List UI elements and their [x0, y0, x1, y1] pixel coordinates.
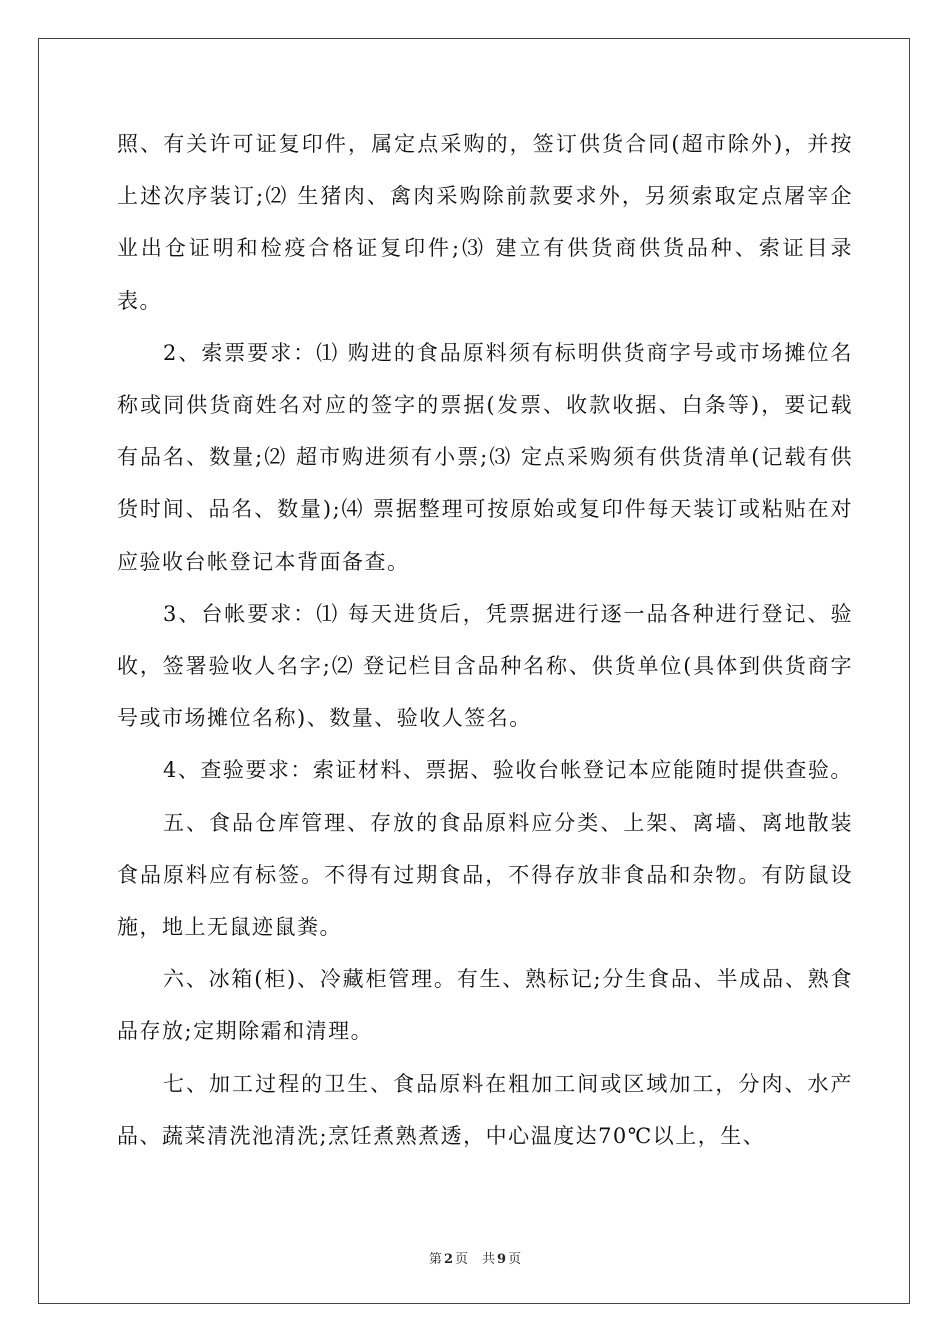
- paragraph-2: 2、索票要求：⑴ 购进的食品原料须有标明供货商字号或市场摊位名称或同供货商姓名对应的签字的票据(发票、收款收据、白条等)，要记载有品名、数量;⑵ 超市购进须有小票;⑶ 定点采购须有供货清单(记载有供货时间、品名、数量);⑷ 票据整理可按原始或复印件每天装订或粘贴在对应验收台帐登记本背面备查。: [117, 340, 853, 574]
- paragraph-7: 七、加工过程的卫生、食品原料在粗加工间或区域加工，分肉、水产品、蔬菜清洗池清洗;烹饪煮熟煮透，中心温度达70℃以上，生、: [117, 1071, 853, 1148]
- paragraph-4: 4、查验要求：索证材料、票据、验收台帐登记本应能随时提供查验。: [163, 758, 853, 783]
- paragraph-1: 照、有关许可证复印件，属定点采购的，签订供货合同(超市除外)，并按上述次序装订;⑵ 生猪肉、禽肉采购除前款要求外，另须索取定点屠宰企业出仓证明和检疫合格证复印件;⑶ 建立有供货商供货品种、索证目录表。: [117, 132, 853, 313]
- paragraph-6: 六、冰箱(柜)、冷藏柜管理。有生、熟标记;分生食品、半成品、熟食品存放;定期除霜和清理。: [117, 967, 853, 1044]
- footer-page-total: 9: [497, 1252, 507, 1267]
- document-body: [117, 118, 853, 1162]
- footer-page-current: 2: [443, 1252, 453, 1267]
- footer-page-unit: 页: [454, 1252, 468, 1267]
- page-footer: [0, 1248, 950, 1267]
- footer-total-prefix: 共: [482, 1252, 496, 1267]
- footer-page-prefix: 第: [428, 1252, 442, 1267]
- footer-total-unit: 页: [508, 1252, 522, 1267]
- paragraph-3: 3、台帐要求：⑴ 每天进货后，凭票据进行逐一品各种进行登记、验收，签署验收人名字;⑵ 登记栏目含品种名称、供货单位(具体到供货商字号或市场摊位名称)、数量、验收人签名。: [117, 601, 853, 731]
- paragraph-5: 五、食品仓库管理、存放的食品原料应分类、上架、离墙、离地散装食品原料应有标签。不得有过期食品，不得存放非食品和杂物。有防鼠设施，地上无鼠迹鼠粪。: [117, 810, 853, 940]
